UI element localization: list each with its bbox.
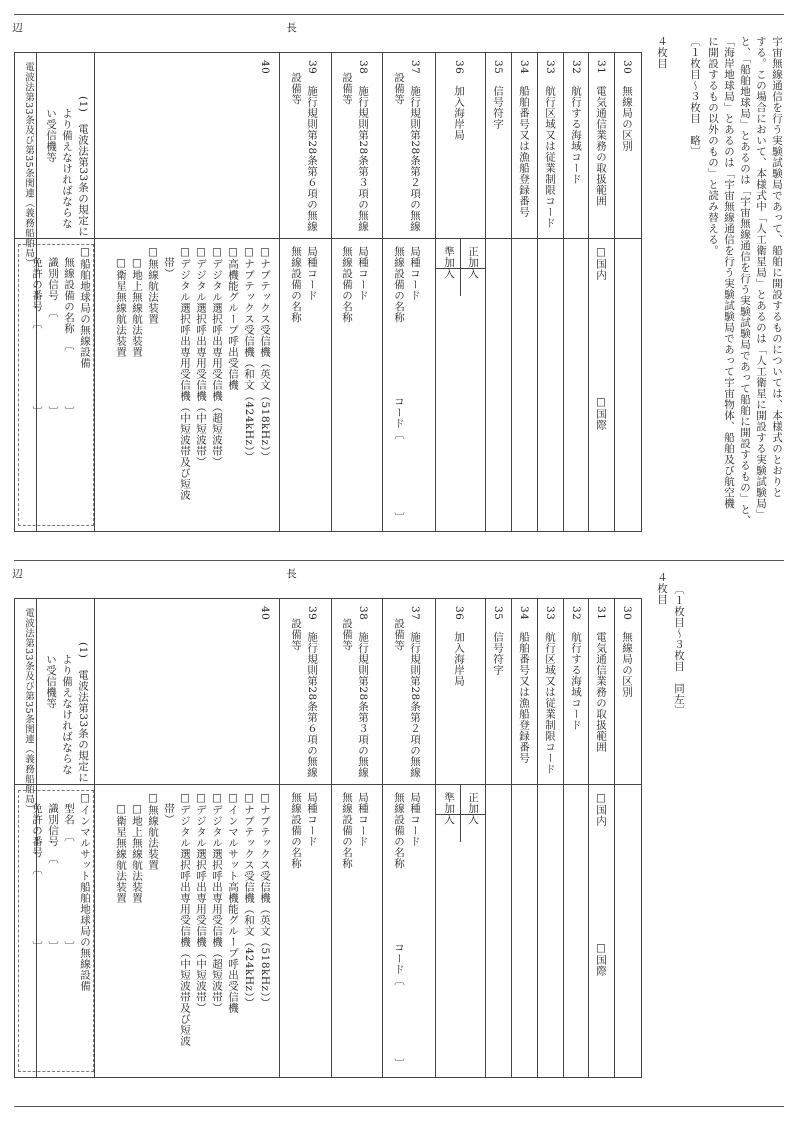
- upper-row40-line-1: (1) 電波法第33条の規定に: [77, 96, 89, 237]
- upper-list-7: 帯）: [163, 246, 175, 279]
- lower-domestic-checkbox[interactable]: □国内: [595, 792, 607, 827]
- upper-correct-join: 正加入: [467, 246, 479, 279]
- lower-list-3: □インマルサット高機能グループ呼出受信機: [227, 792, 239, 1014]
- upper-edge-label-left: 辺: [11, 22, 23, 33]
- lower-international-checkbox[interactable]: □国際: [595, 942, 607, 977]
- lower-row-37: 37 施行規則第28条第２項の無線: [409, 606, 421, 778]
- lower-row38-kind-code: 局種コード: [357, 792, 369, 847]
- lower-row40-line-3: い受信機等: [45, 654, 57, 709]
- lower-row37-code: コード〔: [393, 942, 405, 986]
- upper-intro-line-3: と、「船舶地球局」とあるのは「宇宙無線通信を行う実験試験局であって船舶に開設するもの」と、: [739, 36, 751, 526]
- lower-list-7: 帯）: [163, 792, 175, 825]
- upper-row-35: 35 信号符字: [492, 60, 504, 130]
- lower-list-9: □地上無線航法装置: [131, 792, 143, 904]
- upper-intro-line-2: する。この場合において、本様式中「人工衛星局」とあるのは「人工衛星に開設する実験試験局」: [755, 36, 767, 520]
- upper-intro-line-1: 宇宙無線通信を行う実験試験局であって、船舶に開設するものについては、本様式のとおりと: [771, 36, 783, 498]
- upper-dashed-1: □船舶地球局の無線設備: [79, 246, 91, 369]
- top-rule: [14, 14, 784, 15]
- upper-list-6: □デジタル選択呼出専用受信機（中短波帯及び短波: [179, 246, 191, 501]
- lower-row-39: 39 施行規則第28条第６項の無線: [306, 606, 318, 778]
- lower-dashed-2: 型名 〔 〕: [63, 792, 75, 952]
- upper-sheet-label: ４枚目: [656, 36, 668, 69]
- lower-row-39-cont: 設備等: [290, 618, 302, 651]
- upper-row39-kind-code: 局種コード: [306, 246, 318, 301]
- upper-row-30: 30 無線局の区別: [621, 60, 633, 152]
- lower-row-36: 36 加入海岸局: [453, 606, 465, 687]
- bottom-rule: [14, 1106, 784, 1107]
- lower-pages-note: 〔１枚目～３枚目 同左〕: [673, 584, 685, 716]
- upper-row40-line-2: より備えなければならな: [61, 108, 73, 229]
- lower-row37-equip-name: 無線設備の名称: [393, 792, 405, 869]
- upper-domestic-checkbox[interactable]: □国内: [595, 246, 607, 281]
- upper-row-33: 33 航行区域又は従業制限コード: [544, 60, 556, 229]
- lower-list-2: □ナブテックス受信機（和文（424kHz））: [243, 792, 255, 1009]
- lower-row-31: 31 電気通信業務の取扱範囲: [595, 606, 607, 753]
- lower-list-8: □無線航法装置: [147, 792, 159, 871]
- upper-row-39: 39 施行規則第28条第６項の無線: [306, 60, 318, 232]
- middle-rule: [14, 560, 784, 561]
- lower-row37-kind-code: 局種コード: [409, 792, 421, 847]
- lower-row-34: 34 船舶番号又は漁船登録番号: [518, 606, 530, 764]
- upper-row38-kind-code: 局種コード: [357, 246, 369, 301]
- upper-international-checkbox[interactable]: □国際: [595, 396, 607, 431]
- upper-list-3: □高機能グループ呼出受信機: [227, 246, 239, 391]
- lower-row-33: 33 航行区域又は従業制限コード: [544, 606, 556, 775]
- upper-row-38: 38 施行規則第28条第３項の無線: [357, 60, 369, 232]
- upper-row37-code: コード〔: [393, 396, 405, 440]
- upper-row-37-cont: 設備等: [393, 72, 405, 105]
- upper-row38-equip-name: 無線設備の名称: [341, 246, 353, 323]
- upper-list-5: □デジタル選択呼出専用受信機（中短波帯）: [195, 246, 207, 468]
- upper-row37-kind-code: 局種コード: [409, 246, 421, 301]
- lower-row-37-cont: 設備等: [393, 618, 405, 651]
- lower-row39-kind-code: 局種コード: [306, 792, 318, 847]
- upper-list-10: □衛星無線航法装置: [115, 246, 127, 358]
- lower-row-38-cont: 設備等: [341, 618, 353, 651]
- upper-list-4: □デジタル選択呼出専用受信機（超短波帯）: [211, 246, 223, 468]
- upper-dashed-3: 識別信号 〔 〕: [47, 246, 59, 417]
- upper-row40-line-3: い受信機等: [45, 108, 57, 163]
- upper-row-37: 37 施行規則第28条第２項の無線: [409, 60, 421, 232]
- lower-quasi-join: 準加入: [443, 792, 455, 825]
- upper-edge-label-mid: 長: [285, 22, 297, 33]
- lower-row39-equip-name: 無線設備の名称: [290, 792, 302, 869]
- lower-dashed-1: □インマルサット船舶地球局の無線設備: [79, 792, 91, 992]
- upper-row-34: 34 船舶番号又は漁船登録番号: [518, 60, 530, 218]
- lower-row40-line-1: (1) 電波法第33条の規定に: [77, 642, 89, 783]
- lower-dashed-3: 識別信号 〔 〕: [47, 792, 59, 952]
- lower-edge-label-left: 辺: [11, 568, 23, 579]
- lower-row-35: 35 信号符字: [492, 606, 504, 676]
- lower-side-label: 電波法第33条及び第35条関連（義務船舶局）: [23, 608, 34, 815]
- lower-row-30: 30 無線局の区別: [621, 606, 633, 698]
- upper-row39-equip-name: 無線設備の名称: [290, 246, 302, 323]
- upper-dashed-4: 免許の番号 〔 〕: [31, 246, 43, 417]
- upper-row37-code-close: 〕: [393, 512, 405, 523]
- lower-list-1: □ナブテックス受信機（英文（518kHz））: [259, 792, 271, 1009]
- lower-list-10: □衛星無線航法装置: [115, 792, 127, 904]
- lower-edge-label-mid: 長: [285, 568, 297, 579]
- lower-row38-equip-name: 無線設備の名称: [341, 792, 353, 869]
- lower-row-40-no: 40: [259, 606, 271, 621]
- upper-list-9: □地上無線航法装置: [131, 246, 143, 358]
- lower-row-32: 32 航行する海域コード: [570, 606, 582, 731]
- lower-row37-code-close: 〕: [393, 1058, 405, 1069]
- lower-list-6: □デジタル選択呼出専用受信機（中短波帯及び短波: [179, 792, 191, 1047]
- upper-row-39-cont: 設備等: [290, 72, 302, 105]
- upper-list-2: □ナブテックス受信機（和文（424kHz））: [243, 246, 255, 463]
- upper-quasi-join: 準加入: [443, 246, 455, 279]
- upper-row-40-no: 40: [259, 60, 271, 75]
- lower-row40-line-2: より備えなければならな: [61, 654, 73, 775]
- lower-list-5: □デジタル選択呼出専用受信機（中短波帯）: [195, 792, 207, 1014]
- upper-row-38-cont: 設備等: [341, 72, 353, 105]
- lower-dashed-4: 免許の番号 〔 〕: [31, 792, 43, 952]
- upper-list-1: □ナブテックス受信機（英文（518kHz））: [259, 246, 271, 463]
- upper-intro-line-5: に開設するもの以外のもの」と読み替える。: [707, 36, 719, 256]
- upper-row-32: 32 航行する海域コード: [570, 60, 582, 185]
- upper-dashed-2: 無線設備の名称 〔 〕: [63, 246, 75, 417]
- lower-row-38: 38 施行規則第28条第３項の無線: [357, 606, 369, 778]
- upper-row-31: 31 電気通信業務の取扱範囲: [595, 60, 607, 207]
- upper-side-label: 電波法第33条及び第35条関連（義務船舶局）: [23, 62, 34, 269]
- upper-intro-line-4: 「海岸地球局」とあるのは「宇宙無線通信を行う実験試験局であって宇宙物体、船舶及び航空機: [723, 36, 735, 509]
- upper-row37-equip-name: 無線設備の名称: [393, 246, 405, 323]
- lower-list-4: □デジタル選択呼出専用受信機（超短波帯）: [211, 792, 223, 1014]
- lower-correct-join: 正加入: [467, 792, 479, 825]
- upper-pages-note: 〔１枚目～３枚目 略〕: [689, 36, 701, 157]
- upper-row-36: 36 加入海岸局: [453, 60, 465, 141]
- upper-list-8: □無線航法装置: [147, 246, 159, 325]
- lower-sheet-label: ４枚目: [656, 572, 668, 605]
